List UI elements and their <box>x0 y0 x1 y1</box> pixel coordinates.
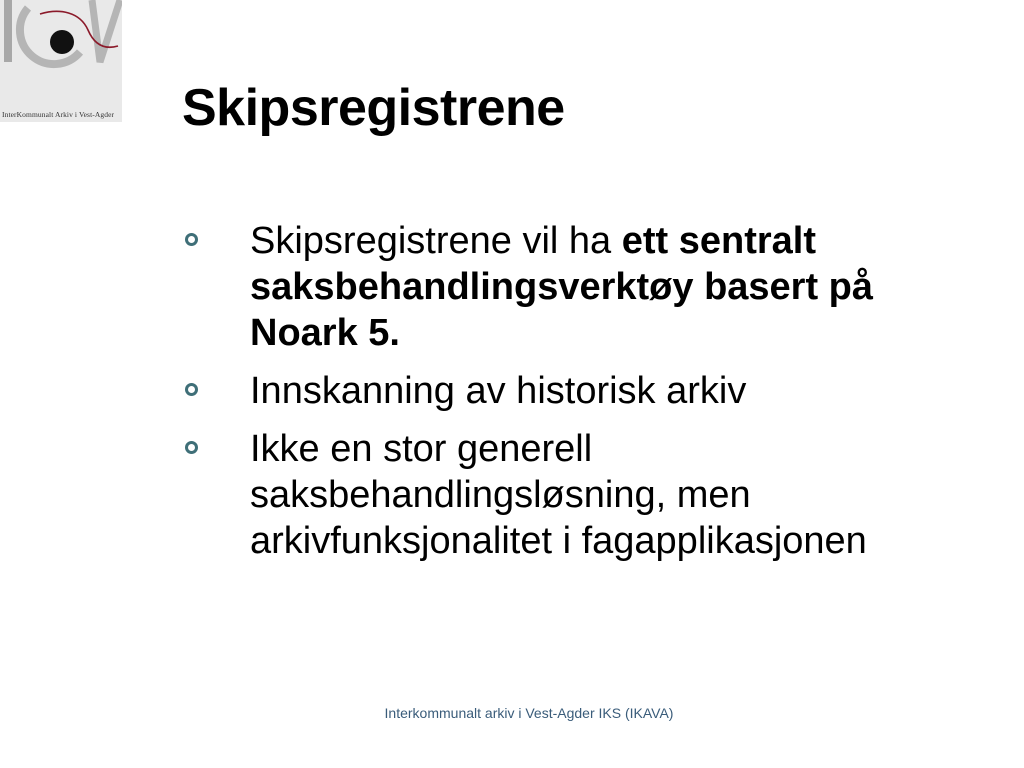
ikava-logo-icon <box>0 0 122 112</box>
bullet-item-1 <box>182 218 912 356</box>
logo-caption: InterKommunalt Arkiv i Vest-Agder <box>2 110 115 119</box>
slide-title: Skipsregistrene <box>182 79 565 137</box>
bullet-marker-icon <box>185 441 198 454</box>
bullet-text: Ikke en stor generell saksbehandlingsløsning, men arkivfunksjonalitet i fagapplikasjonen <box>250 428 867 562</box>
bullet-text-bold: ett sentralt saksbehandlingsverktøy basert på Noark 5. <box>250 220 874 354</box>
bullet-marker-icon <box>185 233 198 246</box>
bullet-item-2 <box>182 368 912 414</box>
ikava-logo <box>0 0 122 122</box>
bullet-text: Innskanning av historisk arkiv <box>250 370 747 412</box>
bullet-marker-icon <box>185 383 198 396</box>
bullet-list <box>182 218 912 576</box>
bullet-item-3 <box>182 426 912 564</box>
slide-footer: Interkommunalt arkiv i Vest-Agder IKS (IKAVA) <box>384 705 674 721</box>
bullet-text: Skipsregistrene vil ha <box>250 220 622 262</box>
